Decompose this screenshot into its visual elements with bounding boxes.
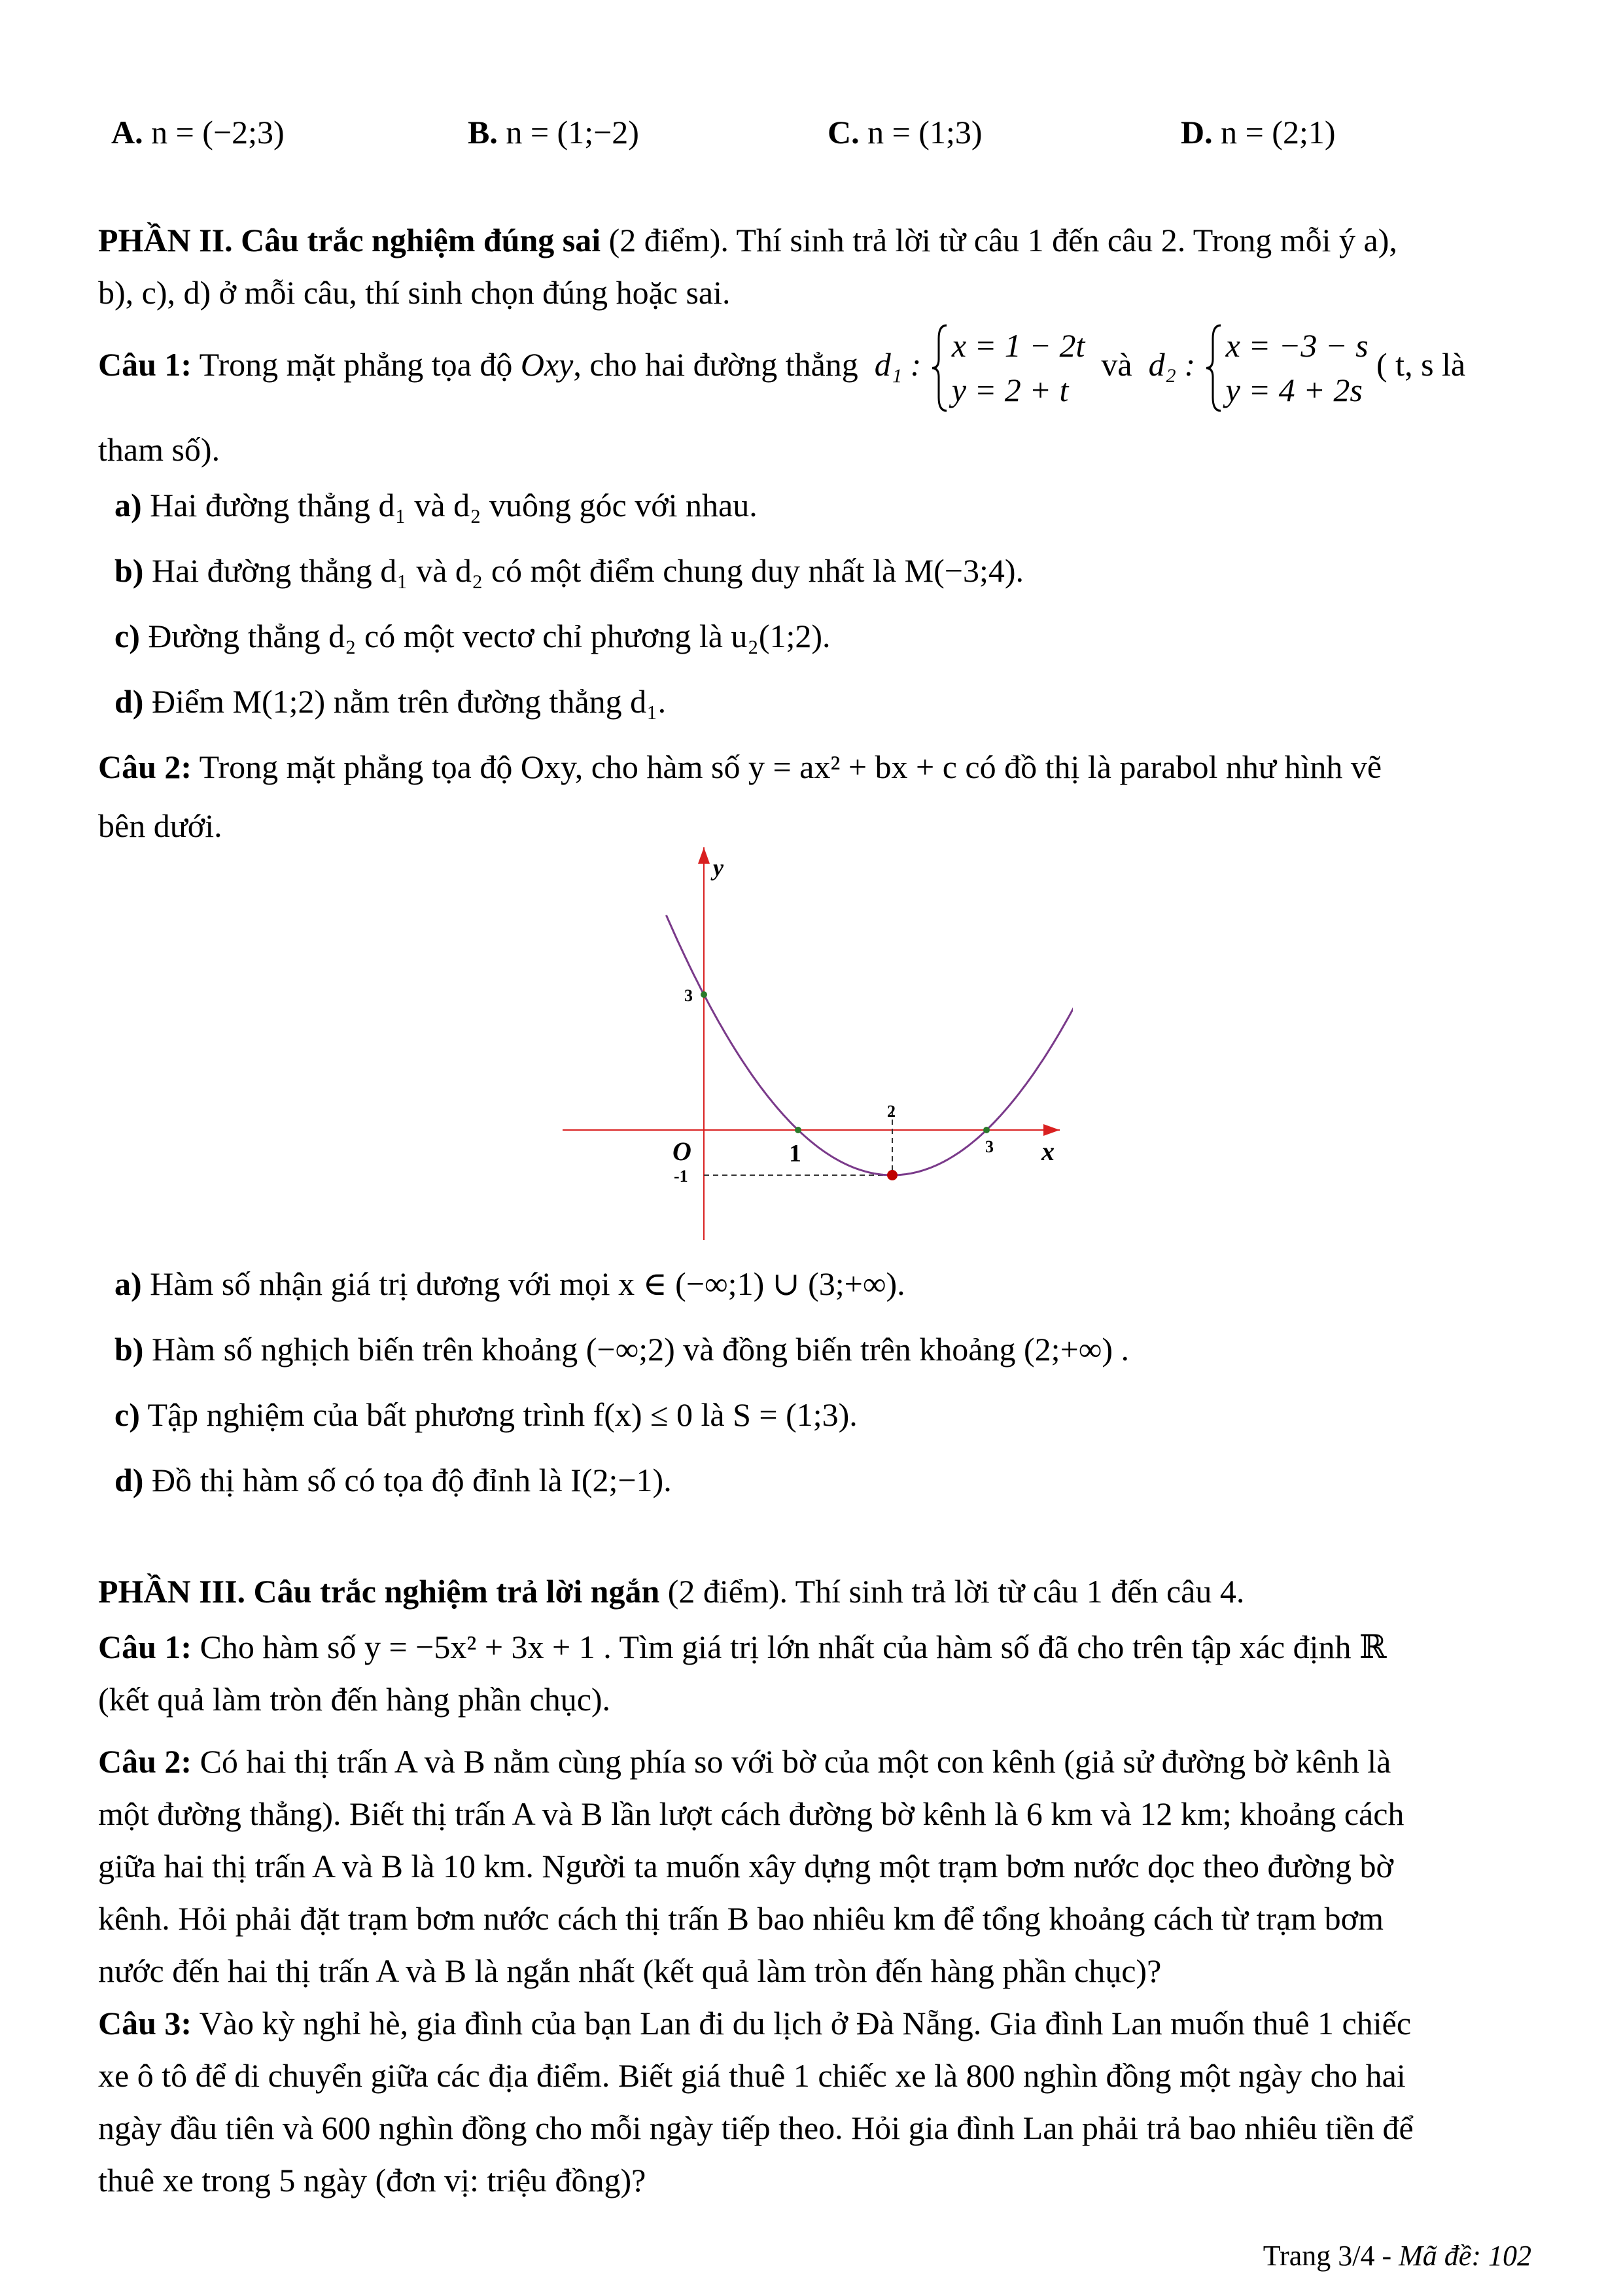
parabola-curve <box>666 893 1073 1175</box>
q1-item-d[interactable] <box>114 677 1547 726</box>
q2-item-b[interactable] <box>114 1325 1547 1374</box>
q1-item-c[interactable] <box>114 612 1547 661</box>
option-letter: C. <box>828 114 860 150</box>
item-text: Hai đường thẳng d₁ và d₂ vuông góc với nhau. <box>141 487 758 523</box>
item-label: b) <box>114 552 144 589</box>
graph-point <box>701 991 707 998</box>
item-text: Điểm M(1;2) nằm trên đường thẳng d₁. <box>143 683 667 720</box>
graph-point <box>795 1127 801 1133</box>
q1-text2: , cho hai đường thẳng <box>573 345 858 383</box>
item-label: b) <box>114 1331 144 1368</box>
d2-x-eq: x = −3 − s <box>1225 327 1369 364</box>
page-number: Trang 3/4 - <box>1263 2240 1399 2272</box>
part3-title: PHẦN III. Câu trắc nghiệm trả lời ngắn <box>98 1573 660 1610</box>
parabola-graph <box>563 844 1073 1243</box>
item-text: Đường thẳng d₂ có một vectơ chỉ phương là u₂(1;2). <box>139 618 831 654</box>
option-expr: n = (1;3) <box>867 114 983 150</box>
p3-q1 <box>98 1623 1531 1672</box>
p3-q3 <box>98 1999 1531 2048</box>
q1-stem-cont: tham số). <box>98 431 220 468</box>
part3-points: (2 điểm). <box>667 1573 788 1610</box>
item-text: Đồ thị hàm số có tọa độ đỉnh là I(2;−1). <box>143 1462 672 1498</box>
d2-system <box>1204 324 1369 412</box>
item-text: Tập nghiệm của bất phương trình f(x) ≤ 0 là S = (1;3). <box>139 1396 858 1433</box>
p3-q3-text-cont: ngày đầu tiên và 600 nghìn đồng cho mỗi ngày tiếp theo. Hỏi gia đình Lan phải trả bao nhiêu tiền để <box>98 2110 1414 2146</box>
p3-q1-label: Câu 1: <box>98 1629 192 1665</box>
option-letter: B. <box>468 114 498 150</box>
d1-system <box>930 324 1085 412</box>
item-label: c) <box>114 618 140 654</box>
p3-q1-text-cont: (kết quả làm tròn đến hàng phần chục). <box>98 1681 611 1718</box>
q2-stem-cont: bên dưới. <box>98 807 222 844</box>
p3-q3-label: Câu 3: <box>98 2005 192 2041</box>
option-expr: n = (2;1) <box>1221 114 1336 150</box>
vertex-point <box>887 1170 898 1180</box>
item-label: a) <box>114 487 142 523</box>
graph-point <box>983 1127 990 1133</box>
exam-code: Mã đề: 102 <box>1399 2240 1531 2272</box>
part2-title: PHẦN II. Câu trắc nghiệm đúng sai <box>98 222 601 258</box>
p3-q3-text-cont: thuê xe trong 5 ngày (đơn vị: triệu đồng)? <box>98 2162 646 2199</box>
tick-label-x3: 3 <box>985 1137 994 1156</box>
part2-points: (2 điểm). <box>608 222 729 258</box>
y-axis-arrow-icon <box>698 847 710 864</box>
part3-heading <box>98 1567 1531 1616</box>
graph-labels <box>672 855 1055 1186</box>
q2-label: Câu 2: <box>98 749 192 785</box>
part3-instruction: Thí sinh trả lời từ câu 1 đến câu 4. <box>788 1573 1245 1610</box>
part2-heading <box>98 216 1531 265</box>
q1-item-a[interactable] <box>114 481 1547 530</box>
item-text: Hai đường thẳng d₁ và d₂ có một điểm chung duy nhất là M(−3;4). <box>143 552 1024 589</box>
item-label: d) <box>114 1462 144 1498</box>
tick-label-x1: 1 <box>789 1140 801 1167</box>
item-text: Hàm số nghịch biến trên khoảng (−∞;2) và đồng biến trên khoảng (2;+∞) . <box>143 1331 1129 1368</box>
p3-q2-text-cont: giữa hai thị trấn A và B là 10 km. Người ta muốn xây dựng một trạm bơm nước dọc theo đường bờ <box>98 1848 1393 1884</box>
option-letter: A. <box>111 114 143 150</box>
q2-text: Trong mặt phẳng tọa độ Oxy, cho hàm số y = ax² + bx + c có đồ thị là parabol như hình vẽ <box>192 749 1382 785</box>
q1-item-b[interactable] <box>114 546 1547 595</box>
q2-stem <box>98 743 1531 792</box>
page-footer <box>1263 2234 1531 2278</box>
tick-label-ym1: -1 <box>674 1167 688 1186</box>
item-label: a) <box>114 1265 142 1302</box>
p3-q2 <box>98 1737 1531 1786</box>
part2-instruction-cont: b), c), d) ở mỗi câu, thí sinh chọn đúng hoặc sai. <box>98 274 731 311</box>
x-axis-label: x <box>1041 1137 1055 1166</box>
q2-item-a[interactable] <box>114 1260 1547 1309</box>
item-text: Hàm số nhận giá trị dương với mọi x ∈ (−∞;1) ∪ (3;+∞). <box>141 1265 905 1302</box>
d2-y-eq: y = 4 + 2s <box>1225 371 1363 408</box>
p3-q2-label: Câu 2: <box>98 1743 192 1780</box>
d2-label: d₂ : <box>1148 345 1196 383</box>
x-axis-arrow-icon <box>1043 1124 1060 1136</box>
d1-x-eq: x = 1 − 2t <box>951 327 1085 364</box>
option-expr: n = (1;−2) <box>506 114 639 150</box>
tick-label-y3: 3 <box>684 986 693 1005</box>
q2-item-d[interactable] <box>114 1456 1547 1505</box>
d1-label: d₁ : <box>874 345 922 383</box>
q2-item-c[interactable] <box>114 1390 1547 1439</box>
graph-points <box>701 991 990 1180</box>
option-c[interactable] <box>828 108 983 157</box>
q1-stem <box>98 324 1531 412</box>
q1-text: Trong mặt phẳng tọa độ <box>192 345 521 383</box>
y-axis-label: y <box>713 855 724 881</box>
item-label: c) <box>114 1396 140 1433</box>
p3-q1-text: Cho hàm số y = −5x² + 3x + 1 . Tìm giá trị lớn nhất của hàm số đã cho trên tập xác định ℝ <box>192 1629 1387 1665</box>
option-a[interactable] <box>111 108 285 157</box>
p3-q2-text: Có hai thị trấn A và B nằm cùng phía so với bờ của một con kênh (giả sử đường bờ kênh là <box>192 1743 1391 1780</box>
d1-y-eq: y = 2 + t <box>951 371 1069 408</box>
item-label: d) <box>114 683 144 720</box>
option-letter: D. <box>1181 114 1213 150</box>
brace-icon <box>1204 324 1223 412</box>
tick-label-x2: 2 <box>887 1102 896 1121</box>
graph-axes <box>563 847 1060 1240</box>
p3-q2-text-cont: nước đến hai thị trấn A và B là ngắn nhất (kết quả làm tròn đến hàng phần chục)? <box>98 1952 1162 1989</box>
brace-icon <box>930 324 949 412</box>
q1-and: và <box>1101 345 1132 383</box>
q1-oxy: Oxy <box>520 345 574 383</box>
option-b[interactable] <box>468 108 639 157</box>
option-expr: n = (−2;3) <box>151 114 285 150</box>
origin-label: O <box>672 1137 691 1166</box>
p3-q2-text-cont: kênh. Hỏi phải đặt trạm bơm nước cách thị trấn B bao nhiêu km để tổng khoảng cách từ trạm bơm <box>98 1900 1384 1937</box>
p3-q3-text: Vào kỳ nghỉ hè, gia đình của bạn Lan đi du lịch ở Đà Nẵng. Gia đình Lan muốn thuê 1 chiếc <box>192 2005 1412 2041</box>
q1-params: ( t, s là <box>1376 345 1466 383</box>
option-d[interactable] <box>1181 108 1336 157</box>
part2-instruction: Thí sinh trả lời từ câu 1 đến câu 2. Trong mỗi ý a), <box>728 222 1397 258</box>
q1-label: Câu 1: <box>98 345 192 383</box>
p3-q3-text-cont: xe ô tô để di chuyển giữa các địa điểm. Biết giá thuê 1 chiếc xe là 800 nghìn đồng một ngày cho hai <box>98 2057 1406 2094</box>
p3-q2-text-cont: một đường thẳng). Biết thị trấn A và B lần lượt cách đường bờ kênh là 6 km và 12 km; khoảng cách <box>98 1795 1405 1832</box>
